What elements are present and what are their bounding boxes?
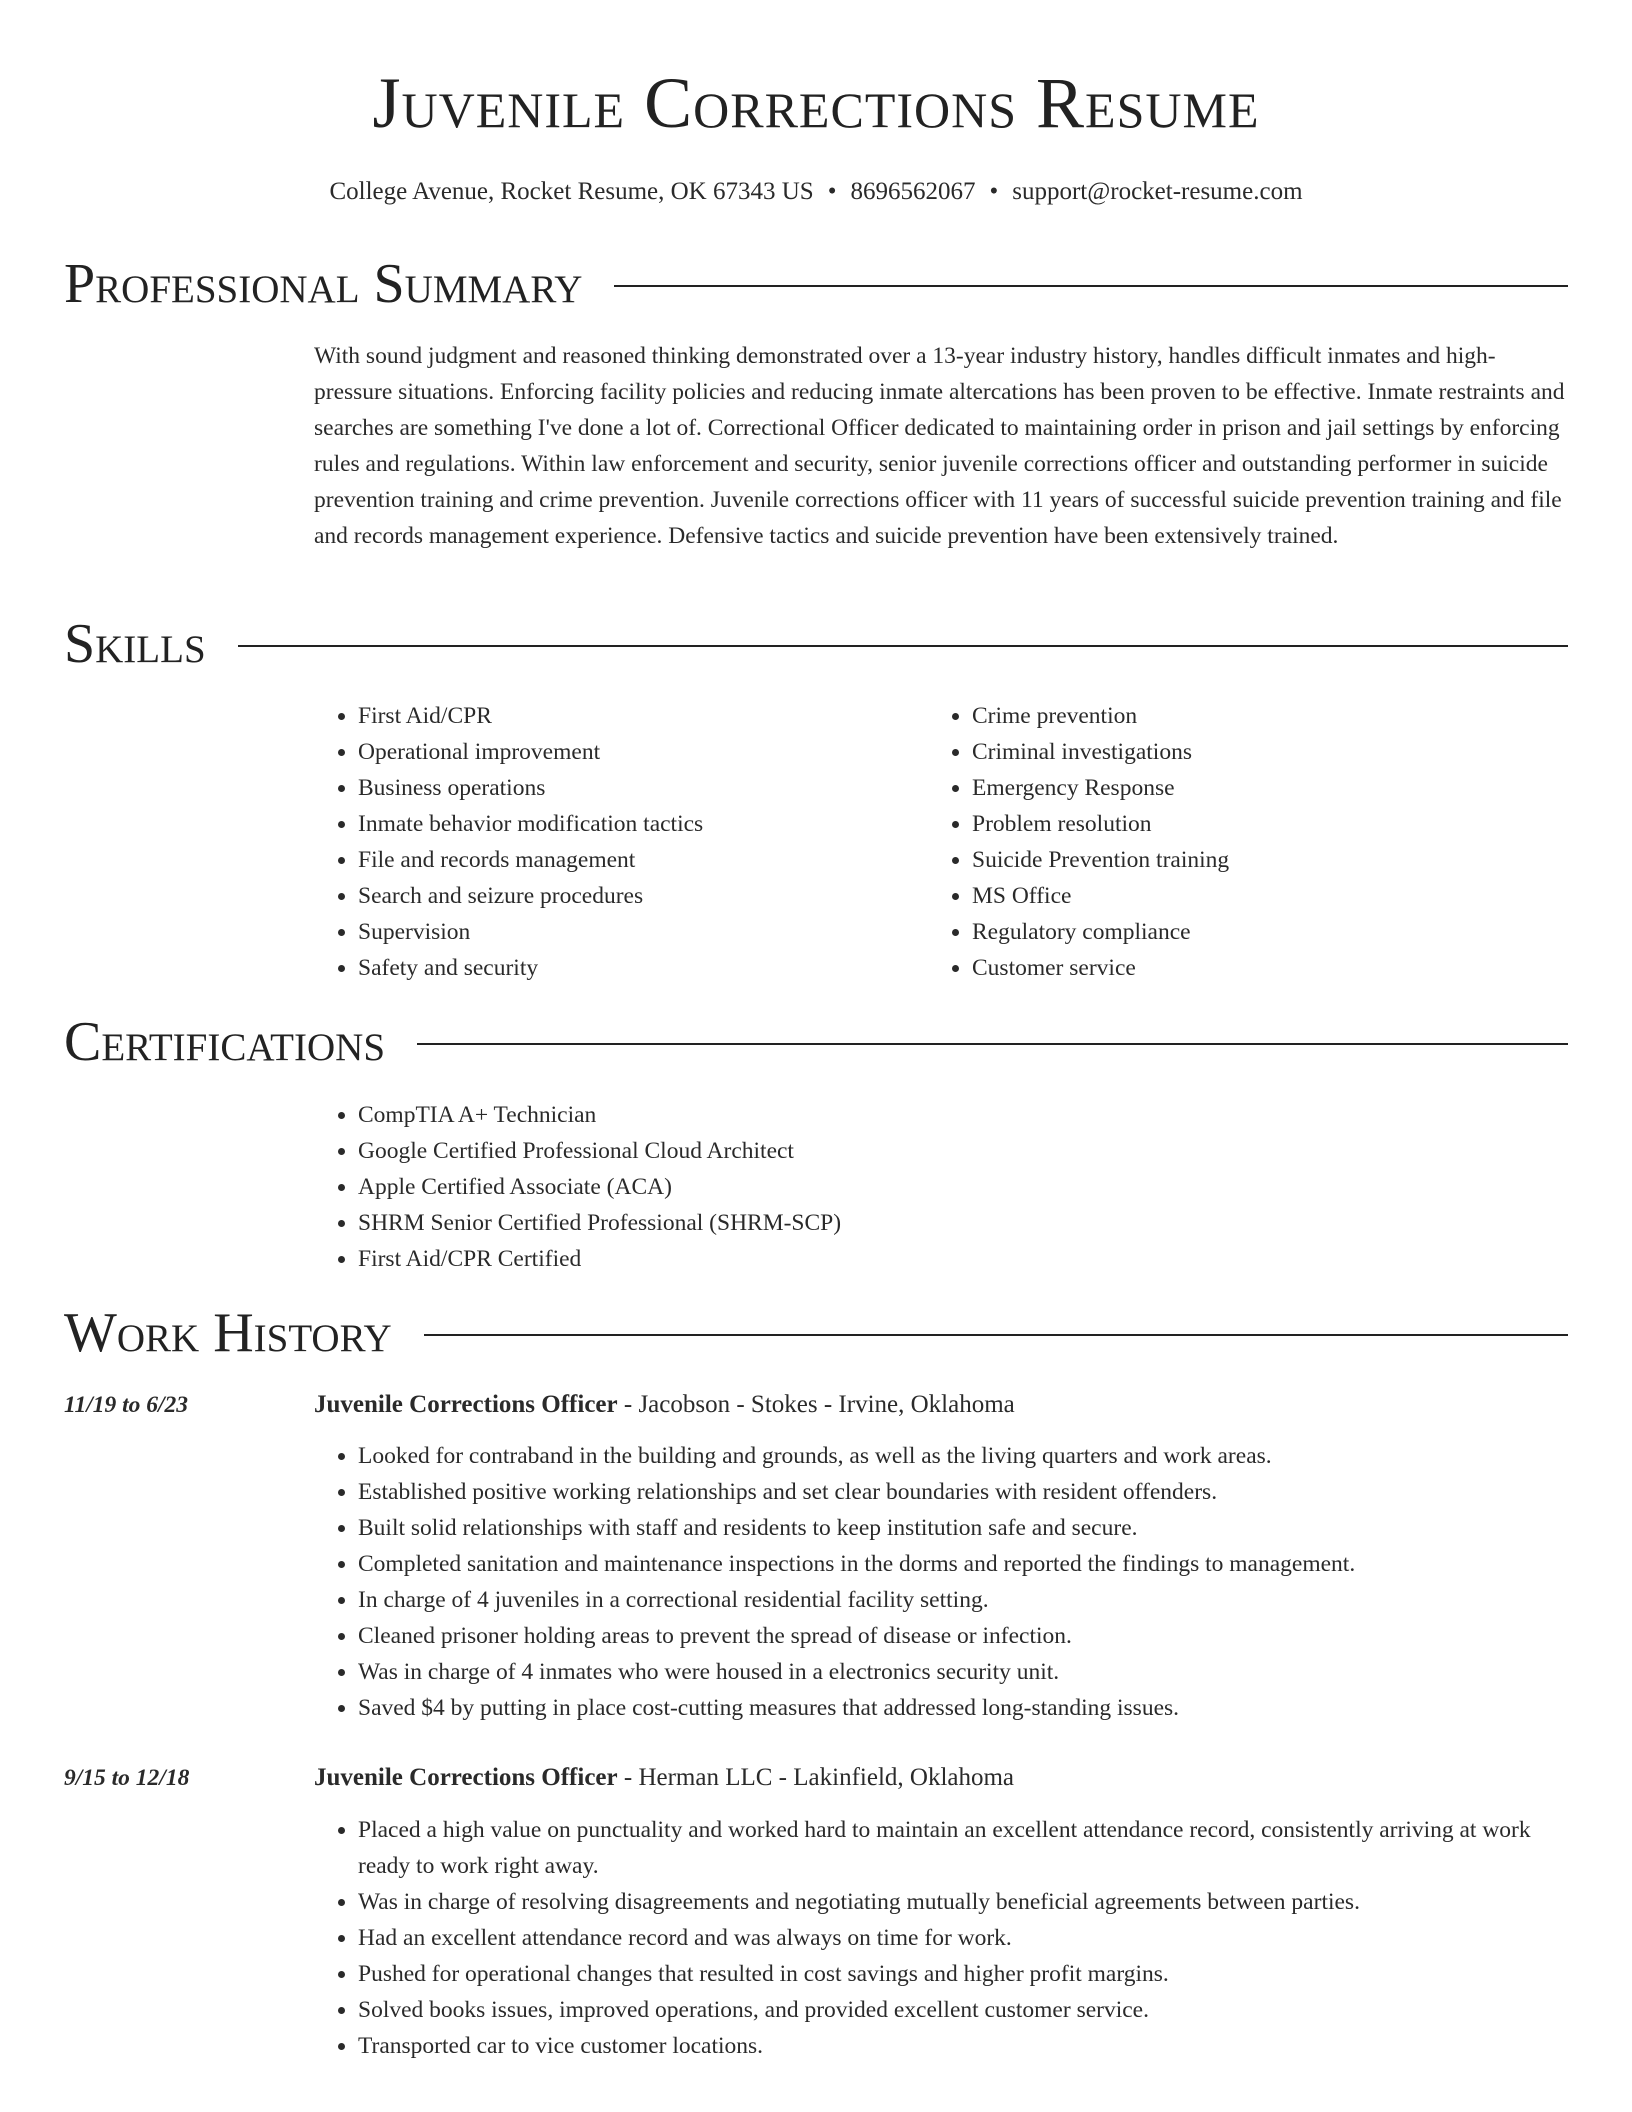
contact-phone: 8696562067 <box>850 178 976 205</box>
certifications-heading: Certifications <box>64 1011 386 1073</box>
contact-address: College Avenue, Rocket Resume, OK 67343 US <box>329 178 814 205</box>
list-item: • Crime prevention <box>972 698 1229 734</box>
list-item: • Regulatory compliance <box>972 914 1229 950</box>
list-item: • Pushed for operational changes that resulted in cost savings and higher profit margins. <box>358 1956 1570 1992</box>
list-item: • Emergency Response <box>972 770 1229 806</box>
list-item: • Had an excellent attendance record and was always on time for work. <box>358 1920 1570 1956</box>
list-item: • Supervision <box>358 914 703 950</box>
list-item: • MS Office <box>972 878 1229 914</box>
resume-title: Juvenile Corrections Resume <box>372 63 1260 143</box>
job-dates: 11/19 to 6/23 <box>64 1392 189 1418</box>
summary-heading: Professional Summary <box>64 253 583 315</box>
job-heading <box>314 1760 1014 1796</box>
list-item: • Was in charge of resolving disagreements and negotiating mutually beneficial agreements between parties. <box>358 1884 1570 1920</box>
job-title: Juvenile Corrections Officer <box>314 1391 618 1418</box>
list-item: • Cleaned prisoner holding areas to prevent the spread of disease or infection. <box>358 1618 1570 1654</box>
list-item: • Placed a high value on punctuality and worked hard to maintain an excellent attendance record, consistently arriving at work ready to work right away. <box>358 1812 1570 1884</box>
list-item: • Saved $4 by putting in place cost-cutting measures that addressed long-standing issues. <box>358 1690 1570 1726</box>
job-details: - Jacobson - Stokes - Irvine, Oklahoma <box>617 1391 1015 1418</box>
list-item: • Solved books issues, improved operations, and provided excellent customer service. <box>358 1992 1570 2028</box>
job-dates: 9/15 to 12/18 <box>64 1765 190 1791</box>
job-heading <box>314 1387 1015 1423</box>
list-item: • Google Certified Professional Cloud Architect <box>358 1133 841 1169</box>
list-item: • CompTIA A+ Technician <box>358 1097 841 1133</box>
list-item: • Looked for contraband in the building and grounds, as well as the living quarters and work areas. <box>358 1438 1570 1474</box>
list-item: • Inmate behavior modification tactics <box>358 806 703 842</box>
certifications-list <box>314 1097 841 1277</box>
list-item: • Suicide Prevention training <box>972 842 1229 878</box>
job-bullets-list <box>314 1438 1570 1726</box>
list-item: • File and records management <box>358 842 703 878</box>
skills-heading: Skills <box>64 613 206 675</box>
skills-column-left <box>314 698 703 986</box>
list-item: • Safety and security <box>358 950 703 986</box>
summary-text: With sound judgment and reasoned thinking demonstrated over a 13-year industry history, handles difficult inmates and high-pressure situations. Enforcing facility policies and reducing inmate altercations has been proven to be effective. Inmate restraints and searches are something I've done a lot of. Correctional Officer dedicated to maintaining order in prison and jail settings by enforcing rules and regulations. Within law enforcement and security, senior juvenile corrections officer and outstanding performer in suicide prevention training and crime prevention. Juvenile corrections officer with 11 years of successful suicide prevention training and file and records management experience. Defensive tactics and suicide prevention have been extensively trained. <box>314 343 1565 549</box>
job-title: Juvenile Corrections Officer <box>314 1764 618 1791</box>
skills-section-header <box>64 612 1568 676</box>
list-item: • Built solid relationships with staff and residents to keep institution safe and secure. <box>358 1510 1570 1546</box>
job-bullets-block <box>314 1812 1570 2064</box>
section-divider <box>417 1043 1568 1045</box>
contact-email: support@rocket-resume.com <box>1012 178 1303 205</box>
job-bullets-list <box>314 1812 1570 2064</box>
certifications-block <box>314 1097 841 1277</box>
summary-section-header <box>64 252 1568 316</box>
skills-list-right <box>928 698 1229 986</box>
job-bullets-block <box>314 1438 1570 1726</box>
section-divider <box>238 645 1568 647</box>
list-item: • Criminal investigations <box>972 734 1229 770</box>
list-item: • Problem resolution <box>972 806 1229 842</box>
list-item: • Completed sanitation and maintenance inspections in the dorms and reported the findings to management. <box>358 1546 1570 1582</box>
section-divider <box>424 1334 1568 1336</box>
list-item: • In charge of 4 juveniles in a correctional residential facility setting. <box>358 1582 1570 1618</box>
contact-separator: • <box>827 178 837 205</box>
contact-separator: • <box>989 178 999 205</box>
list-item: • First Aid/CPR <box>358 698 703 734</box>
list-item: • Transported car to vice customer locations. <box>358 2028 1570 2064</box>
section-divider <box>614 285 1568 287</box>
list-item: • Customer service <box>972 950 1229 986</box>
skills-column-right <box>928 698 1229 986</box>
list-item: • First Aid/CPR Certified <box>358 1241 841 1277</box>
list-item: • Was in charge of 4 inmates who were housed in a electronics security unit. <box>358 1654 1570 1690</box>
skills-list-left <box>314 698 703 986</box>
list-item: • Search and seizure procedures <box>358 878 703 914</box>
job-details: - Herman LLC - Lakinfield, Oklahoma <box>617 1764 1015 1791</box>
work-heading: Work History <box>64 1302 392 1364</box>
contact-line <box>0 175 1632 209</box>
list-item: • Business operations <box>358 770 703 806</box>
list-item: • Established positive working relationships and set clear boundaries with resident offenders. <box>358 1474 1570 1510</box>
list-item: • Apple Certified Associate (ACA) <box>358 1169 841 1205</box>
certifications-section-header <box>64 1010 1568 1074</box>
list-item: • SHRM Senior Certified Professional (SHRM-SCP) <box>358 1205 841 1241</box>
list-item: • Operational improvement <box>358 734 703 770</box>
work-section-header <box>64 1301 1568 1365</box>
